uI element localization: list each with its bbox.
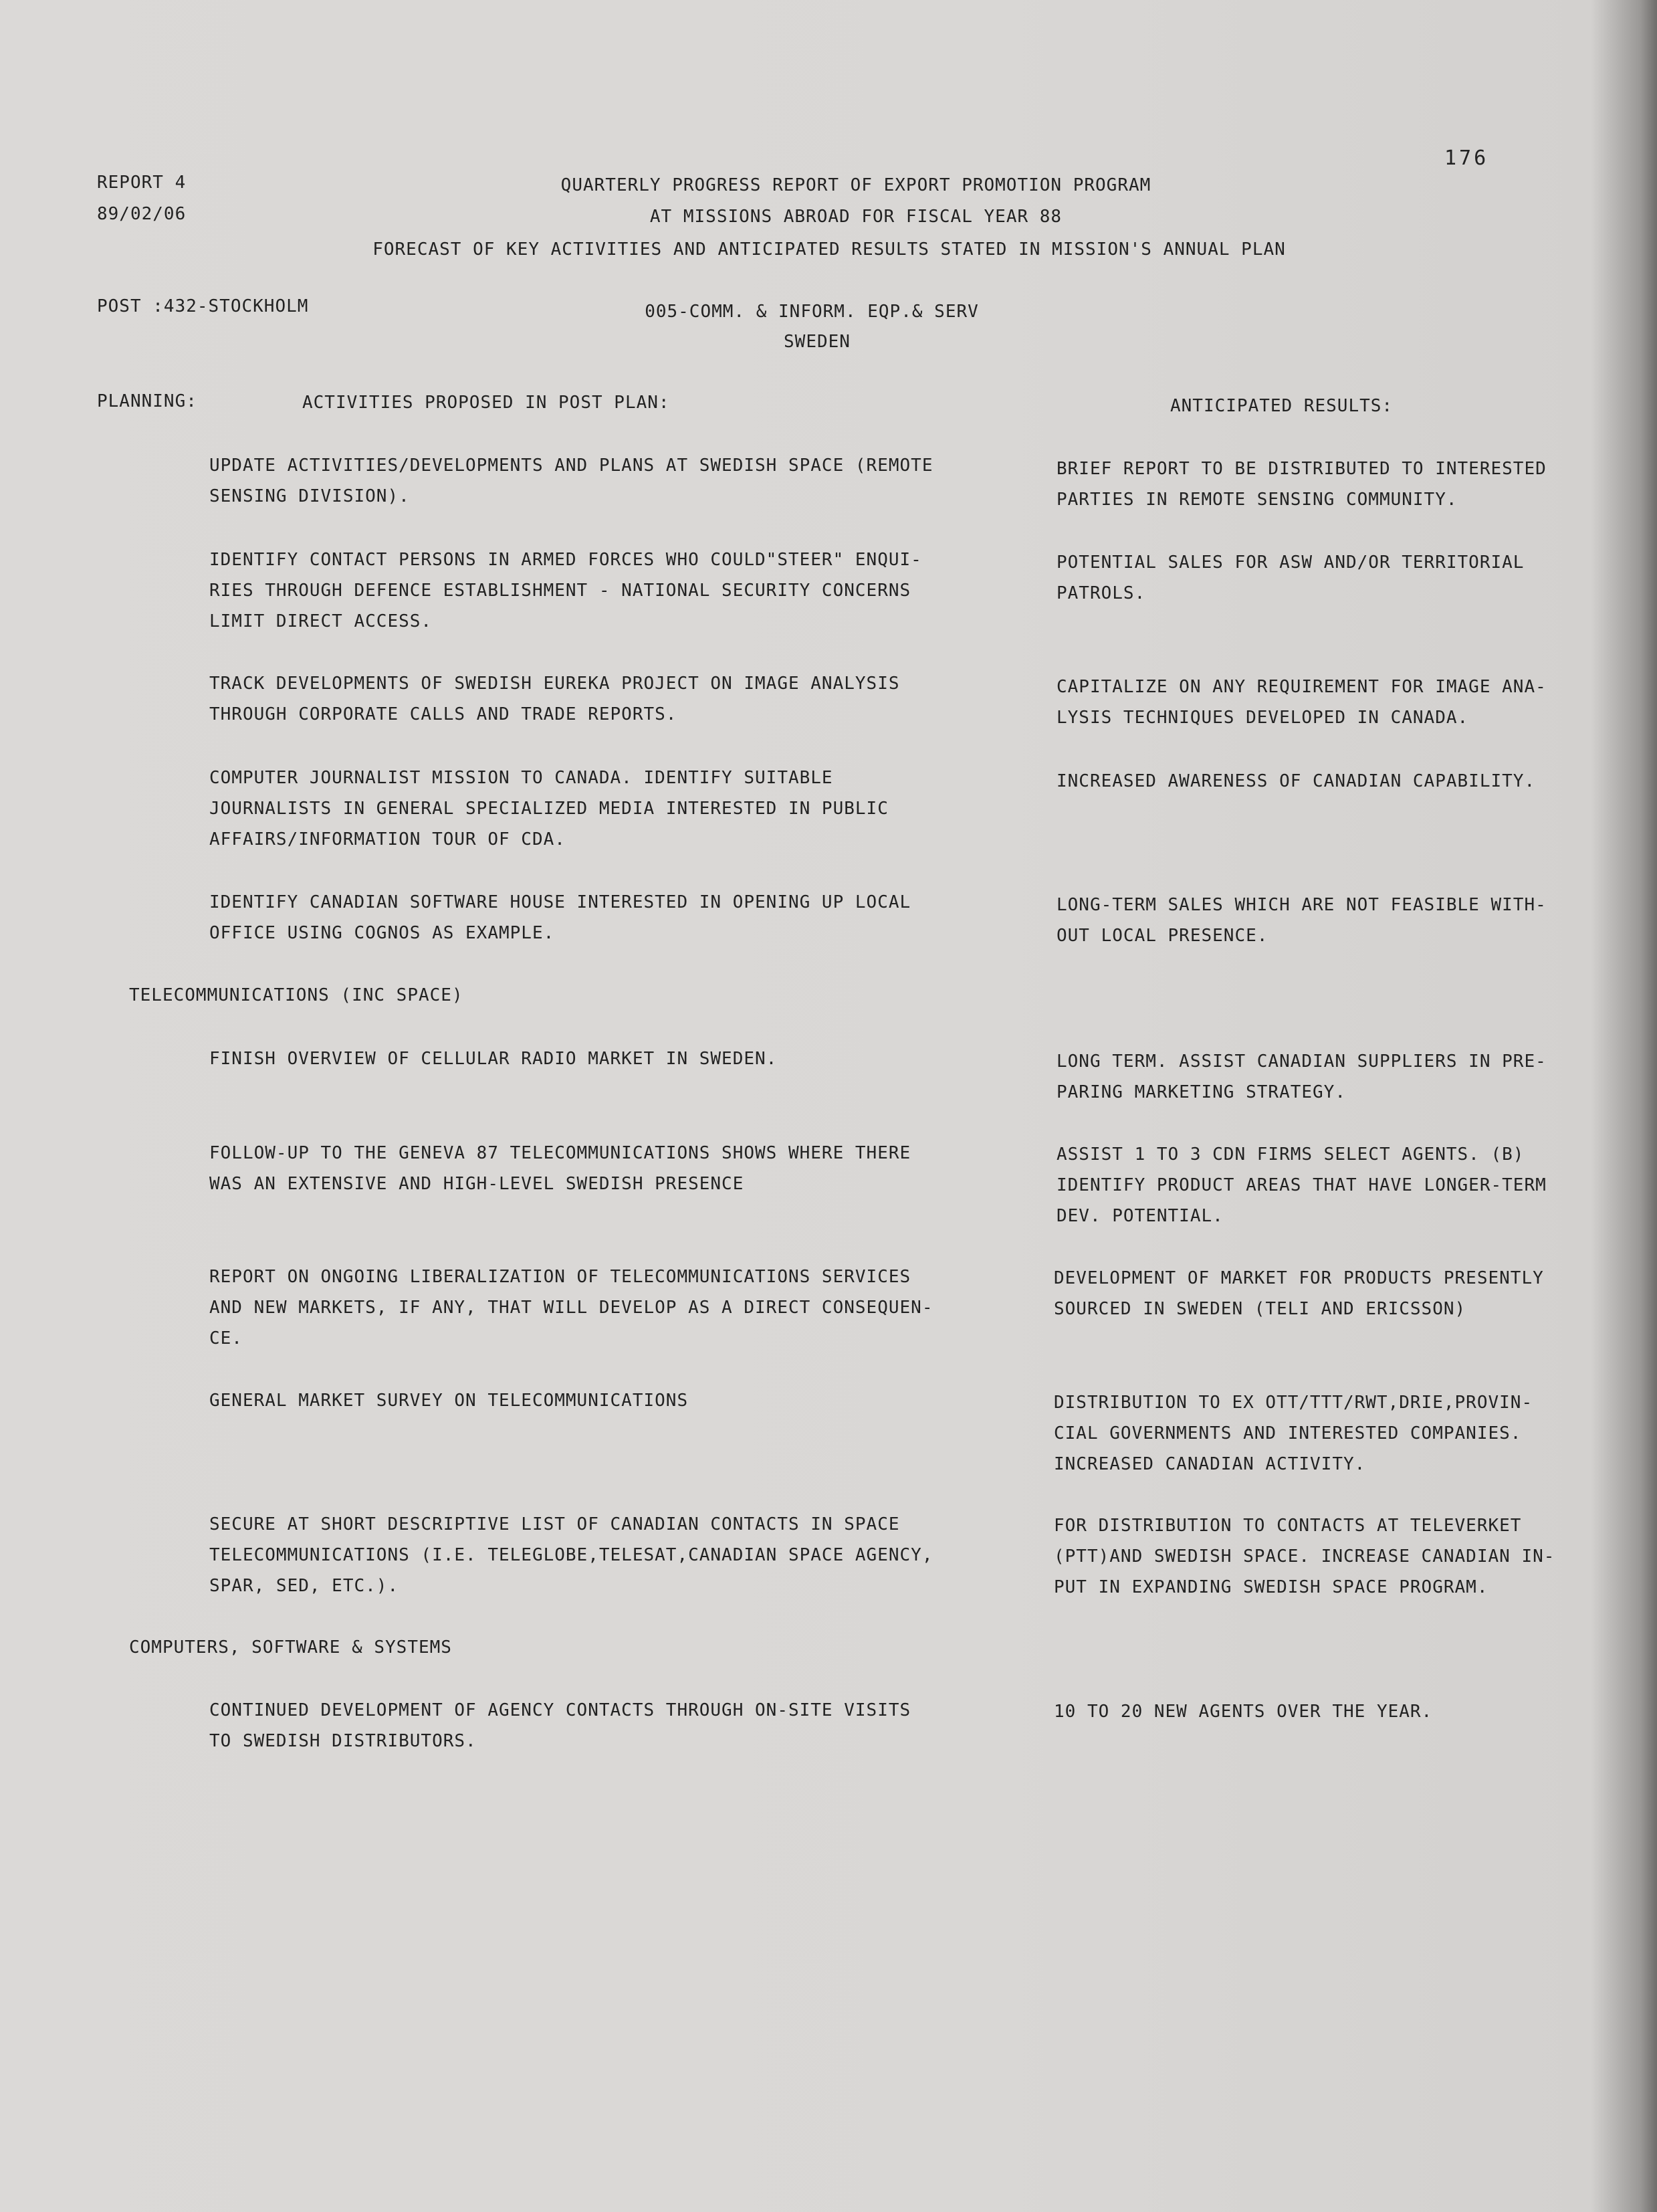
activity-item: SECURE AT SHORT DESCRIPTIVE LIST OF CANADIAN CONTACTS IN SPACE TELECOMMUNICATIONS (I.E. TELEGLOBE,TELESAT,CANADIAN SPACE AGENCY, SPAR, SED, ETC.). — [209, 1514, 933, 1596]
result-item: LONG-TERM SALES WHICH ARE NOT FEASIBLE WITH- OUT LOCAL PRESENCE. — [1057, 895, 1547, 946]
activity-item: TRACK DEVELOPMENTS OF SWEDISH EUREKA PROJECT ON IMAGE ANALYSIS THROUGH CORPORATE CALLS AND TRADE REPORTS. — [209, 674, 900, 724]
result-item: LONG TERM. ASSIST CANADIAN SUPPLIERS IN PRE- PARING MARKETING STRATEGY. — [1057, 1051, 1547, 1102]
activities-heading: ACTIVITIES PROPOSED IN POST PLAN: — [302, 393, 670, 413]
result-item: DISTRIBUTION TO EX OTT/TTT/RWT,DRIE,PROVIN- CIAL GOVERNMENTS AND INTERESTED COMPANIES. INCREASED CANADIAN ACTIVITY. — [1054, 1393, 1533, 1474]
results-heading: ANTICIPATED RESULTS: — [1170, 396, 1394, 416]
report-title-line1: QUARTERLY PROGRESS REPORT OF EXPORT PROMOTION PROGRAM — [560, 175, 1151, 195]
section-heading-telecom: TELECOMMUNICATIONS (INC SPACE) — [129, 985, 463, 1005]
activity-item: FINISH OVERVIEW OF CELLULAR RADIO MARKET IN SWEDEN. — [209, 1049, 778, 1069]
result-item: BRIEF REPORT TO BE DISTRIBUTED TO INTERESTED PARTIES IN REMOTE SENSING COMMUNITY. — [1057, 459, 1547, 510]
result-item: CAPITALIZE ON ANY REQUIREMENT FOR IMAGE ANA- LYSIS TECHNIQUES DEVELOPED IN CANADA. — [1057, 677, 1547, 728]
activity-item: COMPUTER JOURNALIST MISSION TO CANADA. IDENTIFY SUITABLE JOURNALISTS IN GENERAL SPECIALIZED MEDIA INTERESTED IN PUBLIC AFFAIRS/INFORMATION TOUR OF CDA. — [209, 768, 889, 849]
activity-item: FOLLOW-UP TO THE GENEVA 87 TELECOMMUNICATIONS SHOWS WHERE THERE WAS AN EXTENSIVE AND HIGH-LEVEL SWEDISH PRESENCE — [209, 1143, 911, 1194]
page-number: 176 — [1444, 146, 1489, 170]
post-label: POST :432-STOCKHOLM — [97, 296, 309, 316]
report-title-line2: AT MISSIONS ABROAD FOR FISCAL YEAR 88 — [649, 207, 1063, 227]
result-item: INCREASED AWARENESS OF CANADIAN CAPABILITY. — [1057, 771, 1536, 791]
result-item: 10 TO 20 NEW AGENTS OVER THE YEAR. — [1054, 1702, 1433, 1722]
activity-item: IDENTIFY CONTACT PERSONS IN ARMED FORCES WHO COULD"STEER" ENQUI- RIES THROUGH DEFENCE ESTABLISHMENT - NATIONAL SECURITY CONCERNS LIMIT DIRECT ACCESS. — [209, 550, 922, 631]
report-title-line3: FORECAST OF KEY ACTIVITIES AND ANTICIPATED RESULTS STATED IN MISSION'S ANNUAL PLAN — [372, 239, 1286, 260]
activity-item: CONTINUED DEVELOPMENT OF AGENCY CONTACTS THROUGH ON-SITE VISITS TO SWEDISH DISTRIBUTORS. — [209, 1700, 911, 1751]
section-heading-computers: COMPUTERS, SOFTWARE & SYSTEMS — [129, 1637, 452, 1657]
result-item: ASSIST 1 TO 3 CDN FIRMS SELECT AGENTS. (B) IDENTIFY PRODUCT AREAS THAT HAVE LONGER-TERM DEV. POTENTIAL. — [1057, 1144, 1547, 1226]
activity-item: GENERAL MARKET SURVEY ON TELECOMMUNICATIONS — [209, 1391, 689, 1411]
planning-heading: PLANNING: — [97, 391, 197, 411]
activity-item: IDENTIFY CANADIAN SOFTWARE HOUSE INTERESTED IN OPENING UP LOCAL OFFICE USING COGNOS AS EXAMPLE. — [209, 892, 911, 943]
report-date: 89/02/06 — [97, 204, 187, 224]
sector-label: 005-COMM. & INFORM. EQP.& SERV — [645, 302, 979, 322]
activity-item: REPORT ON ONGOING LIBERALIZATION OF TELECOMMUNICATIONS SERVICES AND NEW MARKETS, IF ANY, THAT WILL DEVELOP AS A DIRECT CONSEQUEN- CE. — [209, 1267, 933, 1348]
result-item: POTENTIAL SALES FOR ASW AND/OR TERRITORIAL PATROLS. — [1057, 552, 1525, 603]
result-item: DEVELOPMENT OF MARKET FOR PRODUCTS PRESENTLY SOURCED IN SWEDEN (TELI AND ERICSSON) — [1054, 1268, 1544, 1319]
activity-item: UPDATE ACTIVITIES/DEVELOPMENTS AND PLANS AT SWEDISH SPACE (REMOTE SENSING DIVISION). — [209, 456, 933, 506]
country-label: SWEDEN — [784, 332, 851, 352]
report-number: REPORT 4 — [97, 173, 187, 193]
result-item: FOR DISTRIBUTION TO CONTACTS AT TELEVERKET (PTT)AND SWEDISH SPACE. INCREASE CANADIAN IN- PUT IN EXPANDING SWEDISH SPACE PROGRAM. — [1054, 1516, 1555, 1597]
